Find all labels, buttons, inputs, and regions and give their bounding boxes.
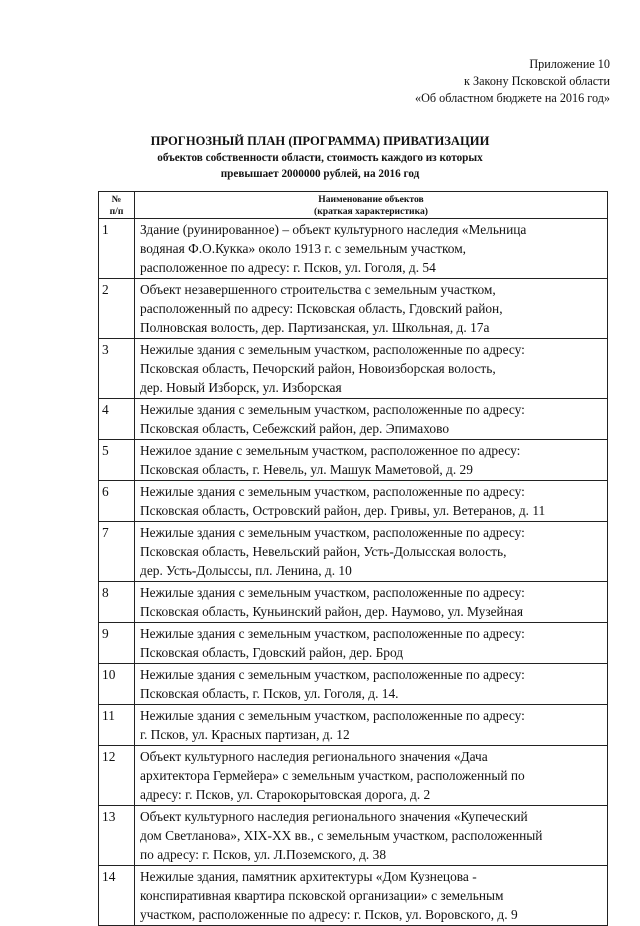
description-line: Псковская область, Невельский район, Усть-Долысская волость,	[140, 544, 507, 559]
description-line: Нежилое здание с земельным участком, расположенное по адресу:	[140, 443, 521, 458]
privatization-objects-table	[98, 191, 608, 926]
description-line: Нежилые здания, памятник архитектуры «Дом Кузнецова -	[140, 869, 477, 884]
document-subtitle-line-1: объектов собственности области, стоимость каждого из которых	[157, 152, 483, 164]
row-number: 7	[99, 522, 135, 582]
description-line: адресу: г. Псков, ул. Старокорытовская дорога, д. 2	[140, 787, 431, 802]
description-line: Нежилые здания с земельным участком, расположенные по адресу:	[140, 708, 525, 723]
table-header-row	[99, 192, 608, 219]
description-line: Псковская область, Гдовский район, дер. Брод	[140, 645, 404, 660]
row-object-description	[135, 440, 608, 481]
description-line: архитектора Гермейера» с земельным участком, расположенный по	[140, 768, 525, 783]
annex-reference	[415, 56, 610, 107]
description-line: конспиративная квартира псковской организации» с земельным	[140, 888, 504, 903]
header-number	[99, 192, 135, 219]
table-row	[99, 481, 608, 522]
row-object-description	[135, 339, 608, 399]
description-line: Псковская область, г. Псков, ул. Гоголя, д. 14.	[140, 686, 399, 701]
table-row	[99, 623, 608, 664]
description-line: расположенное по адресу: г. Псков, ул. Гоголя, д. 54	[140, 260, 436, 275]
table-row	[99, 705, 608, 746]
description-line: Псковская область, Печорский район, Новоизборская волость,	[140, 361, 496, 376]
row-number: 8	[99, 582, 135, 623]
row-object-description	[135, 481, 608, 522]
row-number: 1	[99, 219, 135, 279]
description-line: дер. Усть-Долыссы, пл. Ленина, д. 10	[140, 563, 352, 578]
row-number: 5	[99, 440, 135, 481]
table-row	[99, 279, 608, 339]
document-title: ПРОГНОЗНЫЙ ПЛАН (ПРОГРАММА) ПРИВАТИЗАЦИИ	[150, 134, 490, 148]
row-object-description	[135, 623, 608, 664]
row-object-description	[135, 522, 608, 582]
row-object-description	[135, 279, 608, 339]
header-name-line: (краткая характеристика)	[314, 205, 428, 217]
description-line: Нежилые здания с земельным участком, расположенные по адресу:	[140, 484, 525, 499]
description-line: Псковская область, г. Невель, ул. Машук Маметовой, д. 29	[140, 462, 473, 477]
description-line: водяная Ф.О.Кукка» около 1913 г. с земельным участком,	[140, 241, 467, 256]
table-row	[99, 866, 608, 926]
table-row	[99, 399, 608, 440]
description-line: Нежилые здания с земельным участком, расположенные по адресу:	[140, 626, 525, 641]
row-object-description	[135, 399, 608, 440]
description-line: дом Светланова», XIX-XX вв., с земельным участком, расположенный	[140, 828, 543, 843]
description-line: участком, расположенные по адресу: г. Псков, ул. Воровского, д. 9	[140, 907, 518, 922]
row-number: 12	[99, 746, 135, 806]
description-line: Псковская область, Куньинский район, дер. Наумово, ул. Музейная	[140, 604, 523, 619]
row-number: 14	[99, 866, 135, 926]
row-number: 11	[99, 705, 135, 746]
row-number: 13	[99, 806, 135, 866]
table-row	[99, 582, 608, 623]
row-number: 6	[99, 481, 135, 522]
row-object-description	[135, 746, 608, 806]
description-line: г. Псков, ул. Красных партизан, д. 12	[140, 727, 350, 742]
description-line: Полновская волость, дер. Партизанская, ул. Школьная, д. 17а	[140, 320, 490, 335]
row-number: 4	[99, 399, 135, 440]
table-row	[99, 806, 608, 866]
row-object-description	[135, 582, 608, 623]
row-object-description	[135, 705, 608, 746]
annex-number: Приложение 10	[529, 57, 610, 71]
row-object-description	[135, 219, 608, 279]
description-line: Нежилые здания с земельным участком, расположенные по адресу:	[140, 667, 525, 682]
row-object-description	[135, 866, 608, 926]
table-row	[99, 440, 608, 481]
description-line: дер. Новый Изборск, ул. Изборская	[140, 380, 342, 395]
document-heading	[0, 133, 640, 182]
table-row	[99, 746, 608, 806]
header-number-line: №	[111, 193, 122, 205]
header-number-line: п/п	[109, 205, 124, 217]
table-row	[99, 339, 608, 399]
table-row	[99, 522, 608, 582]
table-row	[99, 664, 608, 705]
row-number: 2	[99, 279, 135, 339]
description-line: Нежилые здания с земельным участком, расположенные по адресу:	[140, 585, 525, 600]
annex-law-title: «Об областном бюджете на 2016 год»	[415, 91, 610, 105]
header-name	[135, 192, 608, 219]
description-line: Псковская область, Себежский район, дер. Эпимахово	[140, 421, 450, 436]
document-subtitle-line-2: превышает 2000000 рублей, на 2016 год	[220, 168, 420, 180]
row-number: 10	[99, 664, 135, 705]
header-name-line: Наименование объектов	[318, 193, 424, 205]
description-line: Здание (руинированное) – объект культурного наследия «Мельница	[140, 222, 527, 237]
description-line: Объект незавершенного строительства с земельным участком,	[140, 282, 496, 297]
row-number: 3	[99, 339, 135, 399]
description-line: Объект культурного наследия регионального значения «Дача	[140, 749, 488, 764]
description-line: Нежилые здания с земельным участком, расположенные по адресу:	[140, 402, 525, 417]
table-body	[99, 219, 608, 926]
row-object-description	[135, 664, 608, 705]
description-line: расположенный по адресу: Псковская область, Гдовский район,	[140, 301, 503, 316]
annex-law: к Закону Псковской области	[464, 74, 610, 88]
table-row	[99, 219, 608, 279]
description-line: Нежилые здания с земельным участком, расположенные по адресу:	[140, 342, 525, 357]
description-line: Объект культурного наследия регионального значения «Купеческий	[140, 809, 528, 824]
row-number: 9	[99, 623, 135, 664]
description-line: Псковская область, Островский район, дер. Гривы, ул. Ветеранов, д. 11	[140, 503, 546, 518]
row-object-description	[135, 806, 608, 866]
description-line: Нежилые здания с земельным участком, расположенные по адресу:	[140, 525, 525, 540]
description-line: по адресу: г. Псков, ул. Л.Поземского, д. 38	[140, 847, 387, 862]
